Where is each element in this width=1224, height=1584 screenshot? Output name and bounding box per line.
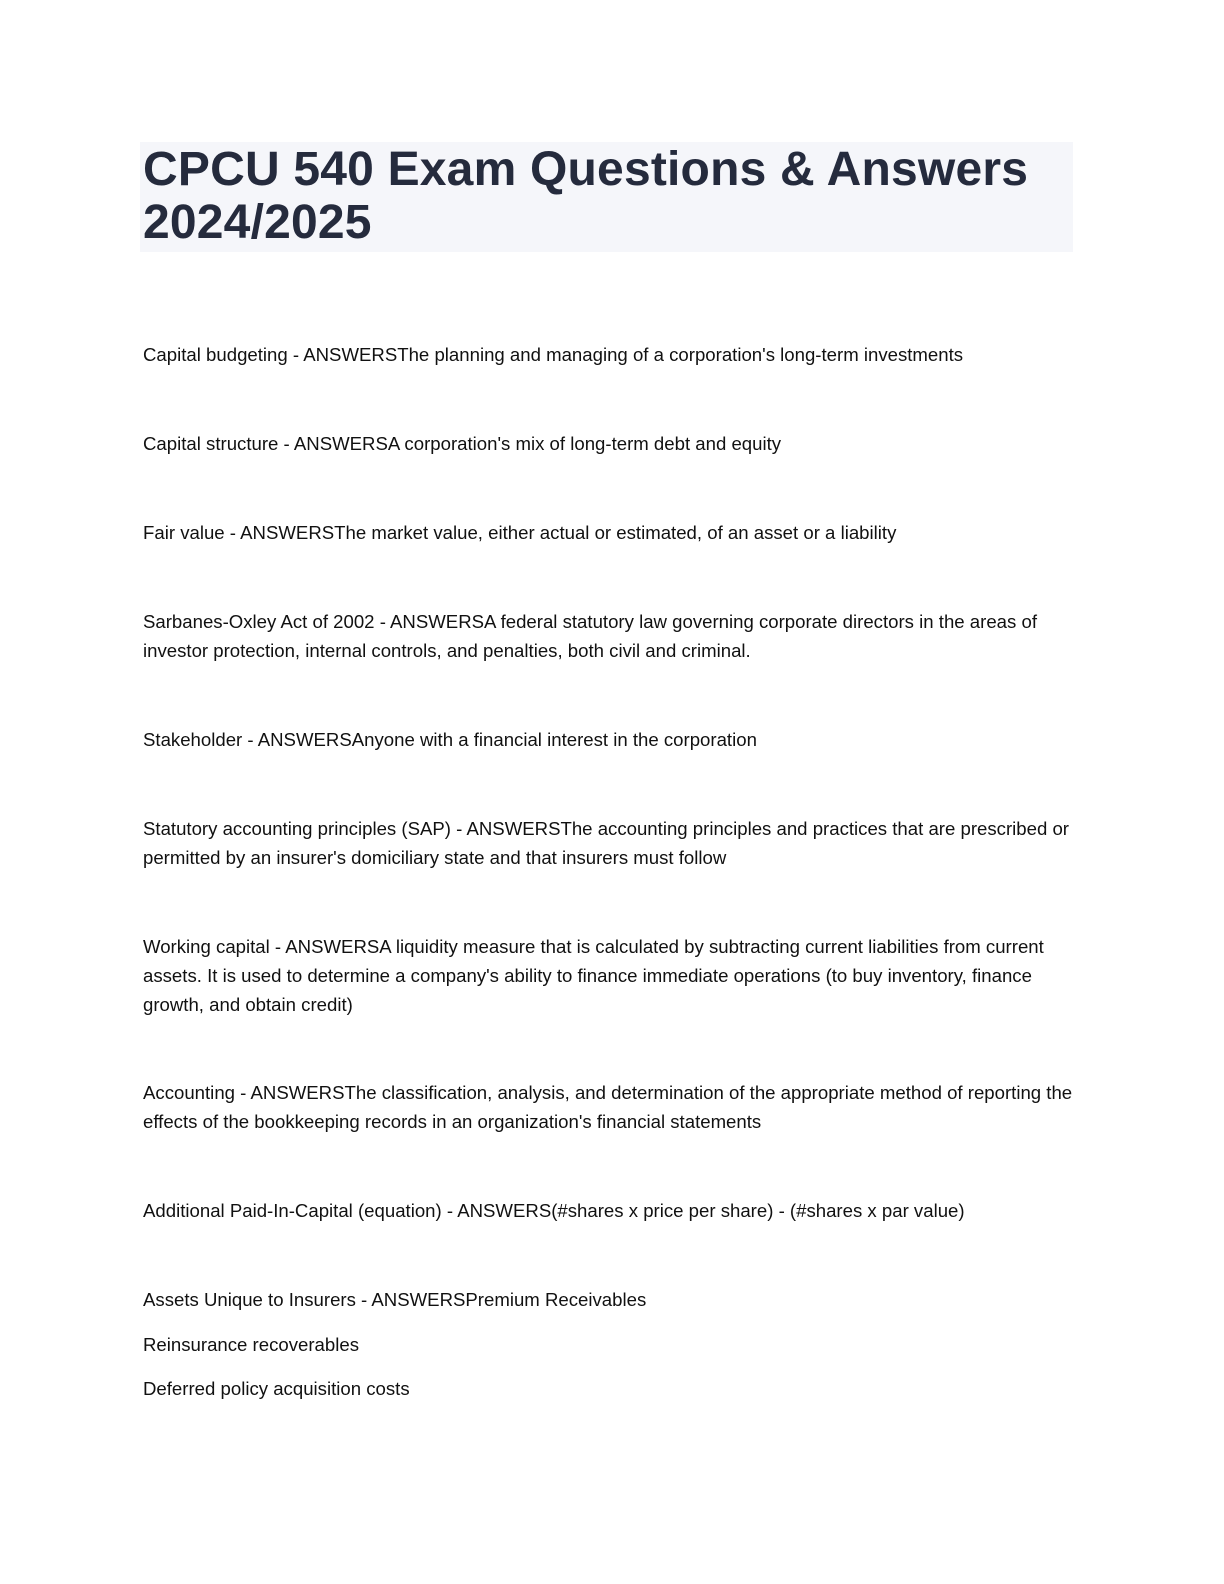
qa-entry-stakeholder: Stakeholder - ANSWERSAnyone with a financial interest in the corporation (143, 729, 757, 750)
qa-entry-assets-unique-to-insurers: Assets Unique to Insurers - ANSWERSPremium Receivables (143, 1289, 647, 1310)
qa-entry-accounting: Accounting - ANSWERSThe classification, analysis, and determination of the appropriate method of reporting the effects of the bookkeeping records in an organization's financial statements (143, 1082, 1073, 1132)
qa-entry-deferred-policy-acquisition-costs: Deferred policy acquisition costs (143, 1378, 410, 1399)
qa-entry-statutory-accounting: Statutory accounting principles (SAP) - ANSWERSThe accounting principles and practices that are prescribed or permitted by an insurer's domiciliary state and that insurers must follow (143, 818, 1069, 868)
qa-entry-capital-structure: Capital structure - ANSWERSA corporation's mix of long-term debt and equity (143, 433, 782, 454)
qa-entry-fair-value: Fair value - ANSWERSThe market value, either actual or estimated, of an asset or a liability (143, 522, 897, 543)
title-banner (140, 142, 1073, 252)
qa-entry-working-capital: Working capital - ANSWERSA liquidity measure that is calculated by subtracting current liabilities from current assets. It is used to determine a company's ability to finance immediate operations (to buy inventory, finance growth, and obtain credit) (143, 936, 1044, 1015)
qa-entry-additional-paid-in-capital: Additional Paid-In-Capital (equation) - ANSWERS(#shares x price per share) - (#shares x par value) (143, 1200, 965, 1221)
qa-entry-reinsurance-recoverables: Reinsurance recoverables (143, 1334, 360, 1355)
qa-entry-sarbanes-oxley: Sarbanes-Oxley Act of 2002 - ANSWERSA federal statutory law governing corporate directors in the areas of investor protection, internal controls, and penalties, both civil and criminal. (143, 611, 1037, 661)
qa-entry-capital-budgeting: Capital budgeting - ANSWERSThe planning and managing of a corporation's long-term investments (143, 344, 964, 365)
document-title: CPCU 540 Exam Questions & Answers 2024/2025 (143, 143, 1029, 249)
